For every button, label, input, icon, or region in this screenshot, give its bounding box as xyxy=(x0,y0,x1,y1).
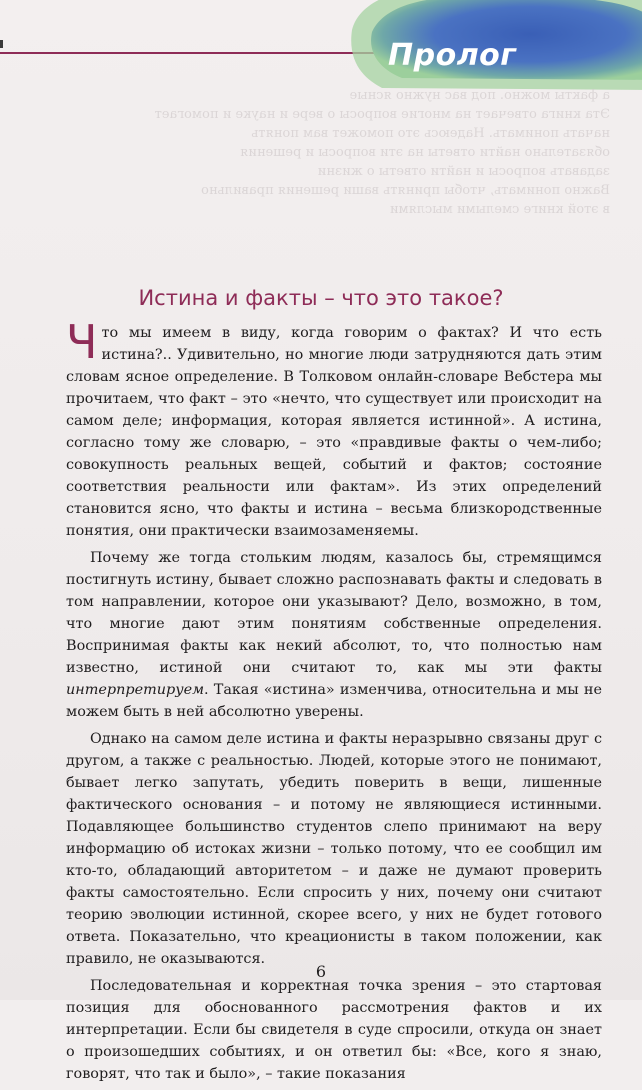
page-number: 6 xyxy=(315,962,327,981)
section-title: Пролог xyxy=(388,38,517,73)
paragraph-4: Последовательная и корректная точка зрения – это стартовая позиция для обоснованного рассмотрения фактов и их интерпретации. Если бы свидетеля в суде спросили, откуда он знает о произошедших событиях, и он ответил бы: «Все, кого я знаю, говорят, что так и было», – такие показания xyxy=(66,978,602,1082)
emphasis: интерпретируем xyxy=(66,682,205,698)
paragraph-1: Что мы имеем в виду, когда говорим о фактах? И что есть истина?.. Удивительно, но многие люди затрудняются дать этим словам ясное определение. В Толковом онлайн-словаре Вебстера мы прочитаем, что факт – это «нечто, что существует или происходит на самом деле; информация, которая является истинной». А истина, согласно тому же словарю, – это «правдивые факты о чем-либо; совокупность реальных вещей, событий и фактов; состояние соответствия реальности или фактам». Из этих определений становится ясно, что факты и истина – весьма близкородственные понятия, они практически взаимозаменяемы. xyxy=(66,315,602,539)
header-rule xyxy=(0,52,392,54)
bleed-through-text: а факты можно. под вас нужно ясные Эта книга отвечает на многие вопросы о вере и науке и помогает начать понимать. Надеюсь это поможет вам понять обязательно найти ответы на эти вопросы и решения задавать вопросы и найти ответы о жизни Важно понимать, чтобы принять ваши решения правильно в этой книге смелыми мыслями xyxy=(154,88,610,217)
header-tick-mark xyxy=(0,40,3,48)
paragraph-3: Однако на самом деле истина и факты неразрывно связаны друг с другом, а также с реальностью. Людей, которые этого не понимают, бывает легко запутать, убедить поверить в вещи, лишенные фактического основания – и потому не являющиеся истинными. Подавляющее большинство студентов слепо принимают на веру информацию об истоках жизни – только потому, что ее сообщил им кто-то, обладающий авторитетом – и даже не думают проверить факты самостоятельно. Если спросить у них, почему они считают теорию эволюции истинной, скорее всего, у них не будет готового ответа. Показательно, что креационисты в таком положении, как правило, не оказываются. xyxy=(66,731,602,967)
drop-cap: Ч xyxy=(66,315,98,369)
paragraph-2: Почему же тогда стольким людям, казалось бы, стремящимся постигнуть истину, бывает сложно распознавать факты и следовать в том направлении, которое они указывают? Дело, возможно, в том, что многие дают этим понятиям собственные определения. Воспринимая факты как некий абсолют, то, что полностью нам известно, истиной они считают то, как мы эти факты интерпретируем. Такая «истина» изменчива, относительна и мы не можем быть в ней абсолютно уверены. xyxy=(66,550,602,720)
article-title: Истина и факты – что это такое? xyxy=(138,286,504,310)
